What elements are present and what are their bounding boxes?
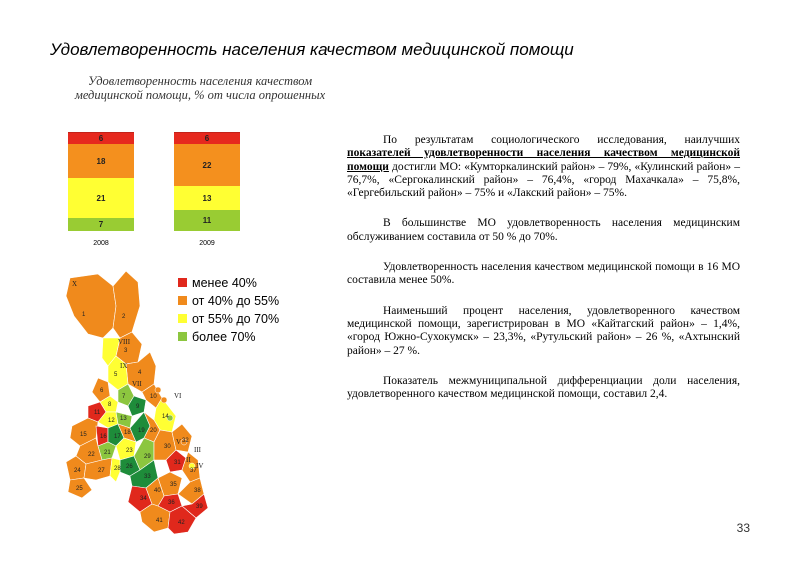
analysis-text (347, 134, 740, 418)
map-region-label: 42 (178, 520, 185, 526)
paragraph-below-50: Удовлетворенность населения качеством медицинской помощи в 16 МО составила менее 50%. (347, 261, 740, 287)
map-region-label: 15 (80, 432, 87, 438)
map-region-label: 34 (140, 496, 147, 502)
map-region-label: 32 (182, 438, 189, 444)
map-region-label: 22 (88, 452, 95, 458)
map-region-label: 13 (120, 416, 127, 422)
map-region-label: 30 (164, 444, 171, 450)
map-region-label: 36 (168, 500, 175, 506)
map-region-label: 29 (144, 454, 151, 460)
slide-title: Удовлетворенность населения качеством медицинской помощи (50, 40, 574, 59)
map-region-label: 16 (100, 434, 107, 440)
bar-segment-2008-0: 7 (68, 217, 134, 231)
page-number: 33 (736, 521, 750, 535)
map-region-label: 38 (194, 488, 201, 494)
map-region-label: 4 (138, 370, 142, 376)
map-city-label: VII (132, 380, 142, 388)
map-region-label: 40 (154, 488, 161, 494)
map-city-label: VIII (118, 338, 131, 346)
bar-segment-2009-3: 6 (174, 132, 240, 144)
map-region-label: 3 (124, 348, 128, 354)
map-city-label: V (176, 438, 182, 446)
map-city-label: IV (196, 462, 204, 470)
map-region-label: 26 (126, 464, 133, 470)
map-city-label: VI (174, 392, 182, 400)
map-region-label: 5 (114, 372, 118, 378)
map-region-label: 28 (114, 466, 121, 472)
map-region-label: 25 (76, 486, 83, 492)
map-region-label: 10 (150, 394, 157, 400)
bar-category-label: 2009 (199, 240, 215, 247)
map-region-label: 6 (100, 388, 104, 394)
dagestan-region-map (58, 266, 233, 541)
bar-segment-2008-3: 6 (68, 132, 134, 144)
bar-segment-2008-1: 21 (68, 177, 134, 218)
map-region-2 (113, 271, 140, 338)
bar-segment-2009-2: 22 (174, 143, 240, 185)
map-region-label: 14 (162, 414, 169, 420)
paragraph-best-results (347, 134, 740, 200)
map-region-label: 9 (136, 404, 140, 410)
map-region-label: 17 (114, 434, 121, 440)
map-region-label: 21 (104, 450, 111, 456)
map-region-label: 19 (138, 428, 145, 434)
bar-segment-2009-0: 11 (174, 209, 240, 231)
legend-label: от 40% до 55% (192, 293, 280, 308)
paragraph-text: По результатам социологического исследования, наилучших (383, 134, 740, 146)
map-region-label: 41 (156, 518, 163, 524)
bar-segment-2009-1: 13 (174, 185, 240, 211)
map-region-label: 12 (108, 418, 115, 424)
bar-category-label: 2008 (93, 240, 109, 247)
map-region-label: 20 (150, 428, 157, 434)
map-city-label: IX (120, 362, 128, 370)
map-region-label: 27 (98, 468, 105, 474)
legend-label: менее 40% (192, 275, 257, 290)
map-region-label: 24 (74, 468, 81, 474)
map-region-label: 1 (82, 312, 86, 318)
paragraph-lowest: Наименьший процент населения, удовлетворенного качеством медицинской помощи, зарегистрирован в МО «Кайтагский район» – 1,4%, «город Южно-Сухокумск» – 23,3%, «Рутульский район» – 26 %, «Ахтынский район» – 27 %. (347, 304, 740, 357)
map-region-label: 7 (122, 394, 126, 400)
map-city-label: X (72, 280, 78, 288)
paragraph-majority: В большинстве МО удовлетворенность населения медицинским обслуживанием составила от 50 % до 70%. (347, 217, 740, 243)
map-region-label: 2 (122, 314, 126, 320)
map-region-label: 37 (190, 468, 197, 474)
map-region-label: 8 (108, 402, 112, 408)
map-city-label: III (194, 446, 201, 454)
map-city-label: II (186, 456, 191, 464)
map-region-label: 23 (126, 448, 133, 454)
map-region-label: 35 (170, 482, 177, 488)
legend-label: от 55% до 70% (192, 311, 280, 326)
legend-label: более 70% (192, 329, 256, 344)
chart-subtitle: Удовлетворенность населения качеством медицинской помощи, % от числа опрошенных (74, 74, 326, 102)
highlighted-phrase: показателей удовлетворенности населения качеством медицинской помощи (347, 147, 740, 173)
bar-segment-2008-2: 18 (68, 143, 134, 178)
paragraph-text: достигли МО: «Кумторкалинский район» – 79%, «Кулинский район» – 76,7%, «Сергокалинский район» – 76,4%, «город Махачкала» – 75,8%, «Гергебильский район» – 75% и «Лакский район» – 75%. (347, 160, 740, 200)
map-region-label: 33 (144, 474, 151, 480)
map-region-label: 18 (124, 430, 131, 436)
paragraph-differentiation: Показатель межмуниципальной дифференциации доли населения, удовлетворенного качеством медицинской помощи, составил 2,4. (347, 374, 740, 401)
map-region-label: 39 (196, 504, 203, 510)
map-region-label: 31 (174, 460, 181, 466)
map-region-label: 11 (94, 410, 101, 416)
